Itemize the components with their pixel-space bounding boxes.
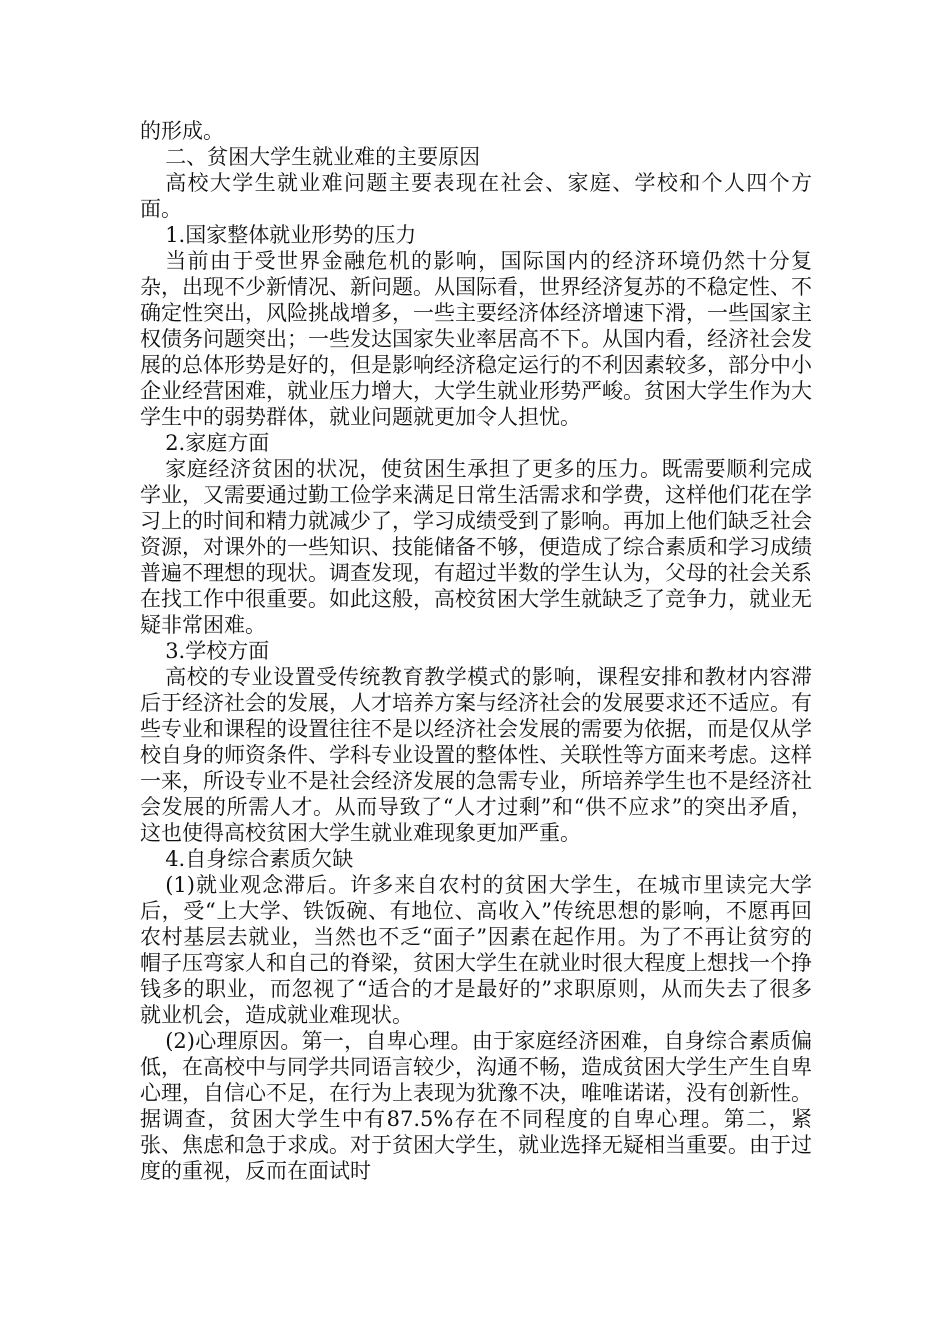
paragraph-national: 当前由于受世界金融危机的影响，国际国内的经济环境仍然十分复杂，出现不少新情况、新问题。从国际看，世界经济复苏的不稳定性、不确定性突出，风险挑战增多，一些主要经济体经济增速下滑，一些国家主权债务问题突出；一些发达国家失业率居高不下。从国内看，经济社会发展的总体形势是好的，但是影响经济稳定运行的不利因素较多，部分中小企业经营困难，就业压力增大，大学生就业形势严峻。贫困大学生作为大学生中的弱势群体，就业问题就更加令人担忧。 — [140, 249, 812, 429]
subheading-4: 4.自身综合素质欠缺 — [165, 847, 354, 871]
subheading-3: 3.学校方面 — [165, 639, 270, 663]
subheading-2: 2.家庭方面 — [165, 431, 270, 455]
paragraph-employment-concept: (1)就业观念滞后。许多来自农村的贫困大学生，在城市里读完大学后，受“上大学、铁饭碗、有地位、高收入”传统思想的影响，不愿再回农村基层去就业，当然也不乏“面子”因素在起作用。为了不再让贫穷的帽子压弯家人和自己的脊梁，贫困大学生在就业时很大程度上想找一个挣钱多的职业，而忽视了“适合的才是最好的”求职原则，从而失去了很多就业机会，造成就业难现状。 — [140, 873, 812, 1027]
document-page — [140, 118, 812, 1184]
section-heading-2: 二、贫困大学生就业难的主要原因 — [165, 145, 481, 169]
paragraph-psychology: (2)心理原因。第一，自卑心理。由于家庭经济困难，自身综合素质偏低，在高校中与同学共同语言较少，沟通不畅，造成贫困大学生产生自卑心理，自信心不足，在行为上表现为犹豫不决，唯唯诺诺，没有创新性。据调查，贫困大学生中有87.5%存在不同程度的自卑心理。第二，紧张、焦虑和急于求成。对于贫困大学生，就业选择无疑相当重要。由于过度的重视，反而在面试时 — [140, 1029, 812, 1183]
paragraph-family: 家庭经济贫困的状况，使贫困生承担了更多的压力。既需要顺利完成学业，又需要通过勤工俭学来满足日常生活需求和学费，这样他们花在学习上的时间和精力就减少了，学习成绩受到了影响。再加上他们缺乏社会资源，对课外的一些知识、技能储备不够，便造成了综合素质和学习成绩普遍不理想的现状。调查发现，有超过半数的学生认为，父母的社会关系在找工作中很重要。如此这般，高校贫困大学生就缺乏了竞争力，就业无疑非常困难。 — [140, 457, 812, 637]
subheading-1: 1.国家整体就业形势的压力 — [165, 223, 417, 247]
paragraph-school: 高校的专业设置受传统教育教学模式的影响，课程安排和教材内容滞后于经济社会的发展，人才培养方案与经济社会的发展要求还不适应。有些专业和课程的设置往往不是以经济社会发展的需要为依据，而是仅从学校自身的师资条件、学科专业设置的整体性、关联性等方面来考虑。这样一来，所设专业不是社会经济发展的急需专业，所培养学生也不是经济社会发展的所需人才。从而导致了“人才过剩”和“供不应求”的突出矛盾，这也使得高校贫困大学生就业难现象更加严重。 — [140, 665, 812, 845]
paragraph-continuation: 的形成。 — [140, 119, 224, 143]
paragraph-intro: 高校大学生就业难问题主要表现在社会、家庭、学校和个人四个方面。 — [140, 171, 812, 221]
